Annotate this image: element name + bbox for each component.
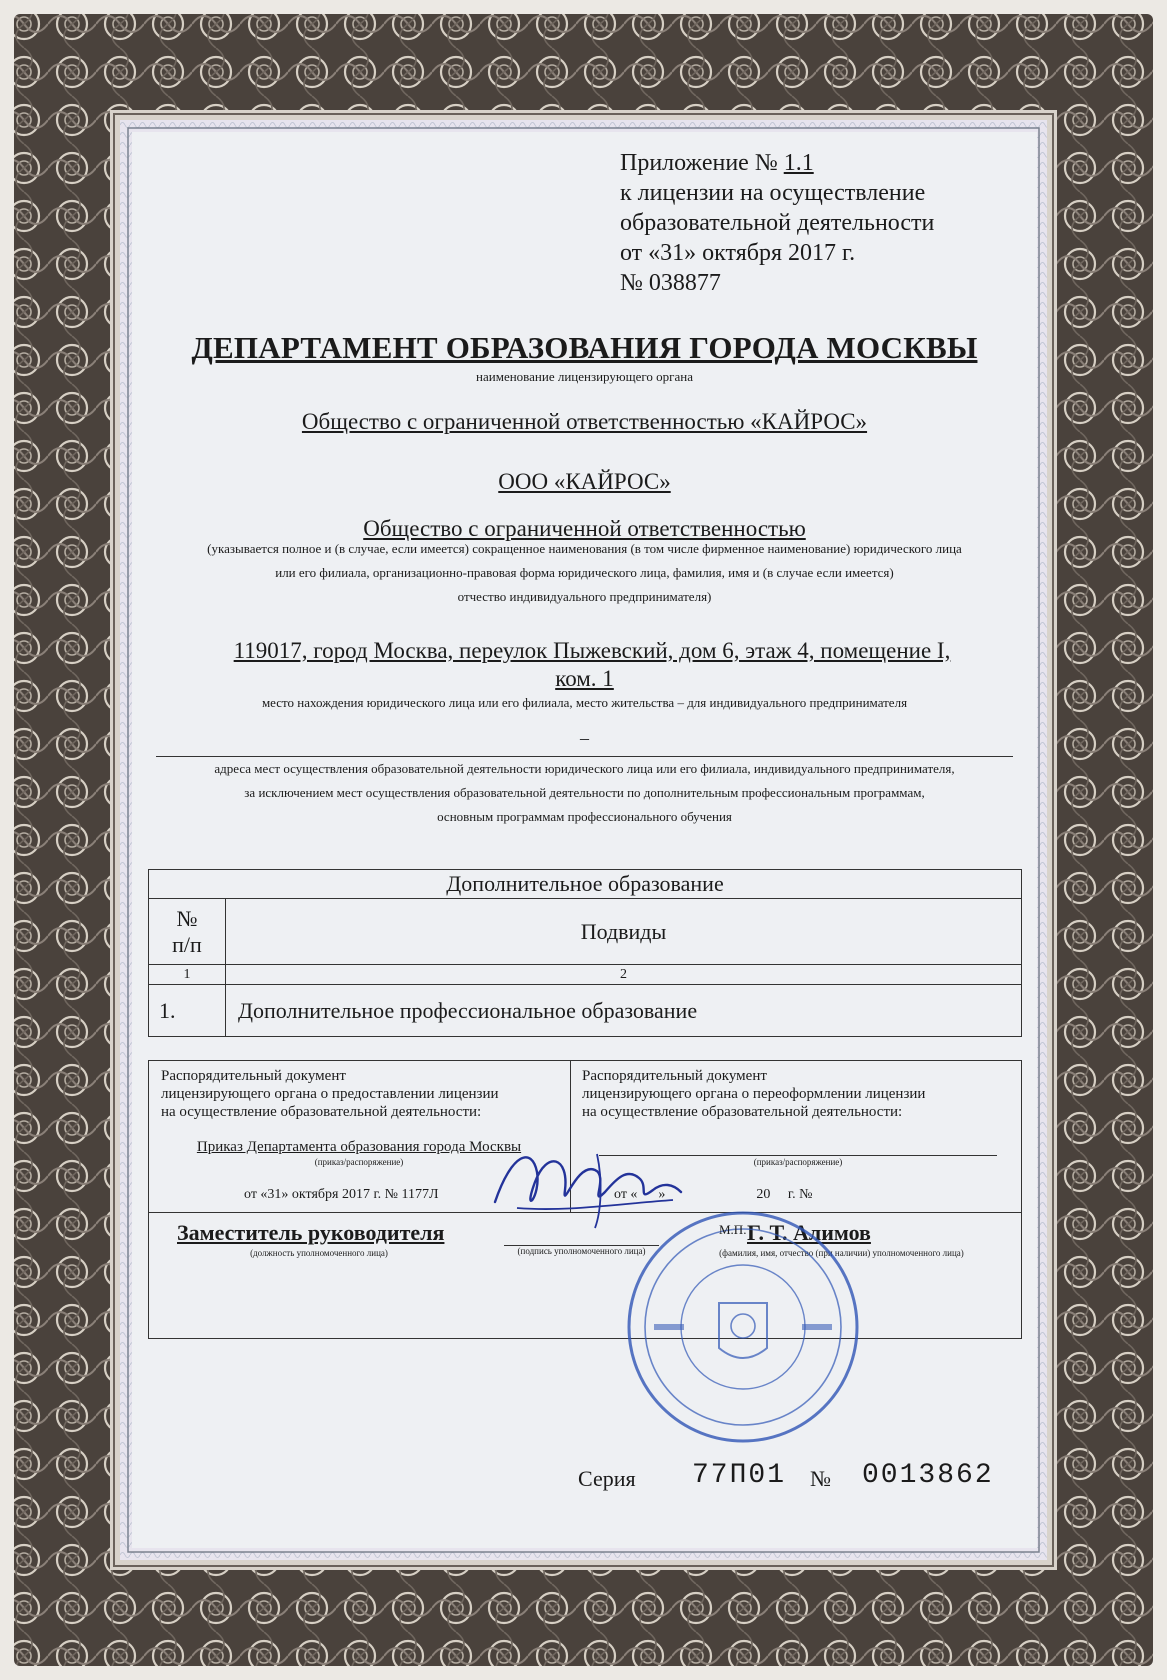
signatory-position: Заместитель руководителя xyxy=(177,1220,445,1245)
signatory-position-caption: (должность уполномоченного лица) xyxy=(250,1248,388,1258)
series-number: 0013862 xyxy=(862,1460,994,1491)
right-doc-line3: на осуществление образовательной деятельности: xyxy=(582,1104,903,1120)
address-line2: ком. 1 xyxy=(555,666,614,691)
left-doc-title xyxy=(161,1067,499,1121)
signatory-name-caption: (фамилия, имя, отчество (при наличии) уполномоченного лица) xyxy=(719,1248,964,1258)
col-num-header xyxy=(149,899,226,965)
org-full-name: Общество с ограниченной ответственностью «КАЙРОС» xyxy=(301,409,868,434)
appendix-license-number: № 038877 xyxy=(620,270,721,296)
appendix-number: 1.1 xyxy=(783,150,814,176)
right-doc-line1: Распорядительный документ xyxy=(582,1068,767,1084)
left-doc-name: Приказ Департамента образования города Москвы xyxy=(196,1139,522,1155)
left-doc-caption: (приказ/распоряжение) xyxy=(314,1157,404,1167)
activity-caption-3: основным программам профессионального обучения xyxy=(437,809,732,824)
activity-caption-2: за исключением мест осуществления образовательной деятельности по дополнительным профессиональным программам, xyxy=(244,785,925,800)
col-num-header-line1: № xyxy=(176,905,198,931)
org-caption-2: или его филиала, организационно-правовая форма юридического лица, фамилия, имя и (в случае если имеется) xyxy=(275,565,894,580)
right-doc-line2: лицензирующего органа о переоформлении лицензии xyxy=(582,1086,926,1102)
activity-caption-1: адреса мест осуществления образовательной деятельности юридического лица или его филиала, индивидуального предпринимателя, xyxy=(214,761,955,776)
address-line1: 119017, город Москва, переулок Пыжевский, дом 6, этаж 4, помещение I, xyxy=(233,638,951,663)
right-doc-caption: (приказ/распоряжение) xyxy=(753,1157,843,1167)
series-label: Серия xyxy=(578,1466,636,1491)
education-table-title: Дополнительное образование xyxy=(149,870,1022,899)
left-doc-date: от «31» октября 2017 г. № 1177Л xyxy=(244,1187,439,1202)
activity-places-rule xyxy=(156,756,1013,757)
col-subtype-header: Подвиды xyxy=(226,899,1022,965)
row-subtype: Дополнительное профессиональное образование xyxy=(226,985,1022,1037)
org-legal-form: Общество с ограниченной ответственностью xyxy=(363,516,806,541)
activity-places-value: – xyxy=(580,728,589,748)
signature-caption: (подпись уполномоченного лица) xyxy=(517,1246,646,1256)
table-row xyxy=(149,985,1022,1037)
series-value: 77П01 xyxy=(692,1460,787,1491)
left-doc-line2: лицензирующего органа о предоставлении лицензии xyxy=(161,1086,499,1102)
col-num-header-line2: п/п xyxy=(172,931,202,957)
appendix-line2: к лицензии на осуществление xyxy=(620,180,926,206)
address-caption: место нахождения юридического лица или его филиала, место жительства – для индивидуального предпринимателя xyxy=(261,695,908,710)
official-seal xyxy=(624,1208,862,1446)
org-short-name: ООО «КАЙРОС» xyxy=(498,469,671,494)
authority-name: ДЕПАРТАМЕНТ ОБРАЗОВАНИЯ ГОРОДА МОСКВЫ xyxy=(191,330,978,365)
right-doc-date: от « » 20 г. № xyxy=(614,1187,813,1202)
org-caption-3: отчество индивидуального предпринимателя) xyxy=(457,589,712,604)
document-sheet xyxy=(132,132,1037,1548)
left-doc-line1: Распорядительный документ xyxy=(161,1068,346,1084)
appendix-date: от «31» октября 2017 г. xyxy=(620,240,856,266)
row-num: 1. xyxy=(149,985,226,1037)
series-number-label: № xyxy=(810,1466,831,1491)
stamp-place-label: М.П. xyxy=(719,1222,747,1237)
authority-caption: наименование лицензирующего органа xyxy=(476,369,693,384)
signatory-name: Г. Т. Алимов xyxy=(747,1220,871,1245)
right-doc-title xyxy=(582,1067,925,1121)
org-caption-1: (указывается полное и (в случае, если имеется) сокращенное наименования (в том числе фирменное наименование) юридического лица xyxy=(207,541,962,556)
left-doc-line3: на осуществление образовательной деятельности: xyxy=(161,1104,482,1120)
education-table xyxy=(148,869,1022,1037)
col-index-2: 2 xyxy=(226,965,1022,985)
appendix-line3: образовательной деятельности xyxy=(620,210,935,236)
col-index-1: 1 xyxy=(149,965,226,985)
appendix-prefix: Приложение № xyxy=(620,150,784,176)
appendix-header xyxy=(620,148,934,298)
